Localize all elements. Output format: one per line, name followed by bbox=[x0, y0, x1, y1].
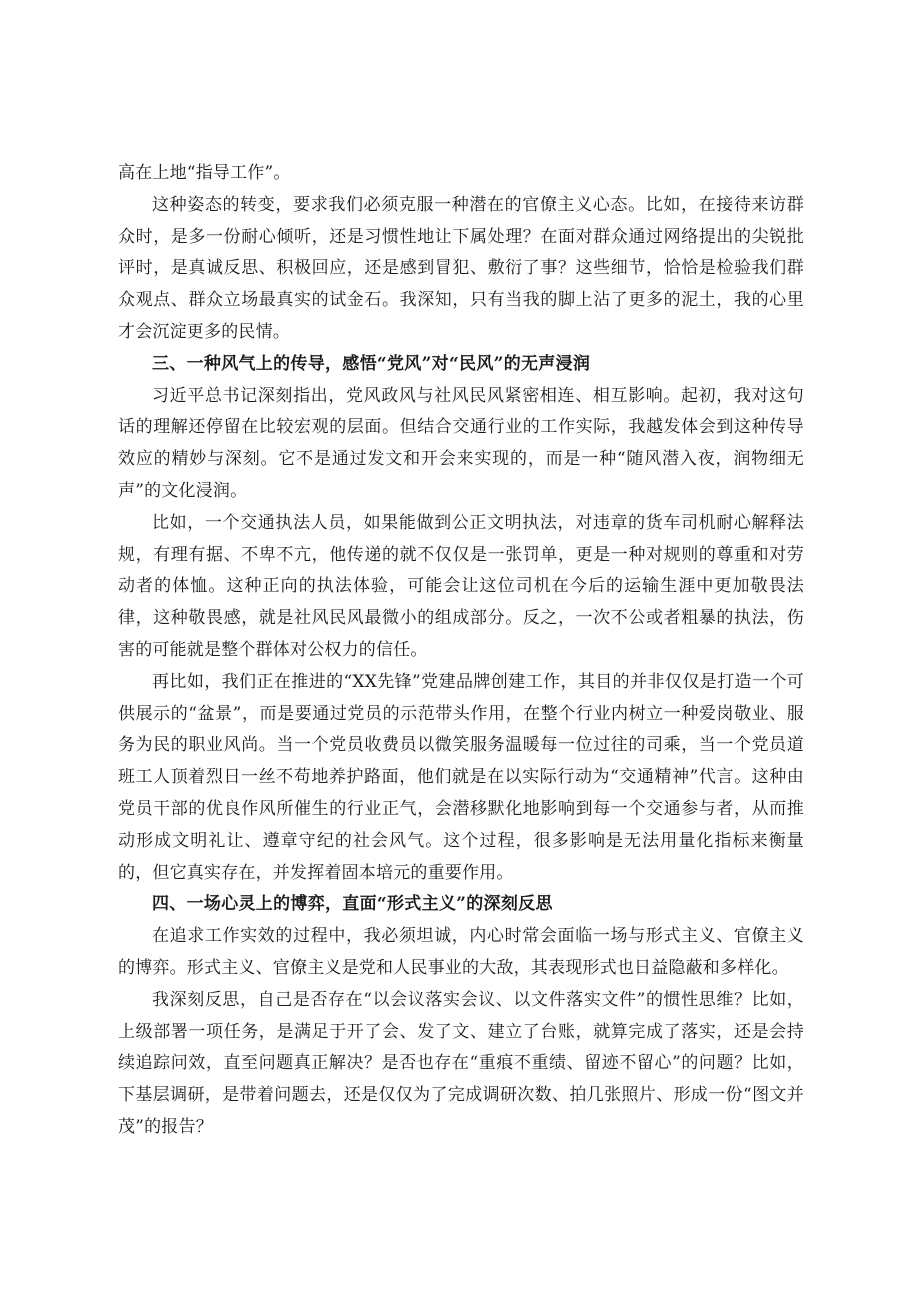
section-heading-4: 四、一场心灵上的博弈，直面“形式主义”的深刻反思 bbox=[152, 894, 553, 915]
paragraph-pioneer-example: 再比如，我们正在推进的“XX先锋”党建品牌创建工作，其目的并非仅仅是打造一个可供展示的“盆景”，而是要通过党员的示范带头作用，在整个行业内树立一种爱岗敬业、服务为民的职业风尚。当一个党员收费员以微笑服务温暖每一位过往的司乘，当一个党员道班工人顶着烈日一丝不苟地养护路面，他们就是在以实际行动为“交通精神”代言。这种由党员干部的优良作风所催生的行业正气，会潜移默化地影响到每一个交通参与者，从而推动形成文明礼让、遵章守纪的社会风气。这个过程，很多影响是无法用量化指标来衡量的，但它真实存在，并发挥着固本培元的重要作用。 bbox=[118, 671, 804, 883]
section-heading-3: 三、一种风气上的传导，感悟“党风”对“民风”的无声浸润 bbox=[152, 353, 591, 374]
paragraph-enforcement-example: 比如，一个交通执法人员，如果能做到公正文明执法，对违章的货车司机耐心解释法规，有理有据、不卑不亢，他传递的就不仅仅是一张罚单，更是一种对规则的尊重和对劳动者的体恤。这种正向的执法体验，可能会让这位司机在今后的运输生涯中更加敬畏法律，这种敬畏感，就是社风民风最微小的组成部分。反之，一次不公或者粗暴的执法，伤害的可能就是整个群体对公权力的信任。 bbox=[118, 512, 804, 660]
paragraph-posture-change: 这种姿态的转变，要求我们必须克服一种潜在的官僚主义心态。比如，在接待来访群众时，是多一份耐心倾听，还是习惯性地让下属处理？在面对群众通过网络提出的尖锐批评时，是真诚反思、积极回应，还是感到冒犯、敷衍了事？这些细节，恰恰是检验我们群众观点、群众立场最真实的试金石。我深知，只有当我的脚上沾了更多的泥土，我的心里才会沉淀更多的民情。 bbox=[118, 194, 804, 342]
paragraph-continuation: 高在上地“指导工作”。 bbox=[118, 163, 291, 183]
paragraph-party-style: 习近平总书记深刻指出，党风政风与社风民风紧密相连、相互影响。起初，我对这句话的理解还停留在比较宏观的层面。但结合交通行业的工作实际，我越发体会到这种传导效应的精妙与深刻。它不是通过发文和开会来实现的，而是一种“随风潜入夜，润物细无声”的文化浸润。 bbox=[118, 385, 804, 501]
document-body bbox=[118, 158, 804, 1144]
paragraph-formalism-intro: 在追求工作实效的过程中，我必须坦诚，内心时常会面临一场与形式主义、官僚主义的博弈。形式主义、官僚主义是党和人民事业的大敌，其表现形式也日益隐蔽和多样化。 bbox=[118, 926, 804, 978]
paragraph-self-reflection: 我深刻反思，自己是否存在“以会议落实会议、以文件落实文件”的惯性思维？比如，上级部署一项任务，是满足于开了会、发了文、建立了台账，就算完成了落实，还是会持续追踪问效，直至问题真正解决？是否也存在“重痕不重绩、留迹不留心”的问题？比如，下基层调研，是带着问题去，还是仅仅为了完成调研次数、拍几张照片、形成一份“图文并茂”的报告？ bbox=[118, 989, 804, 1137]
